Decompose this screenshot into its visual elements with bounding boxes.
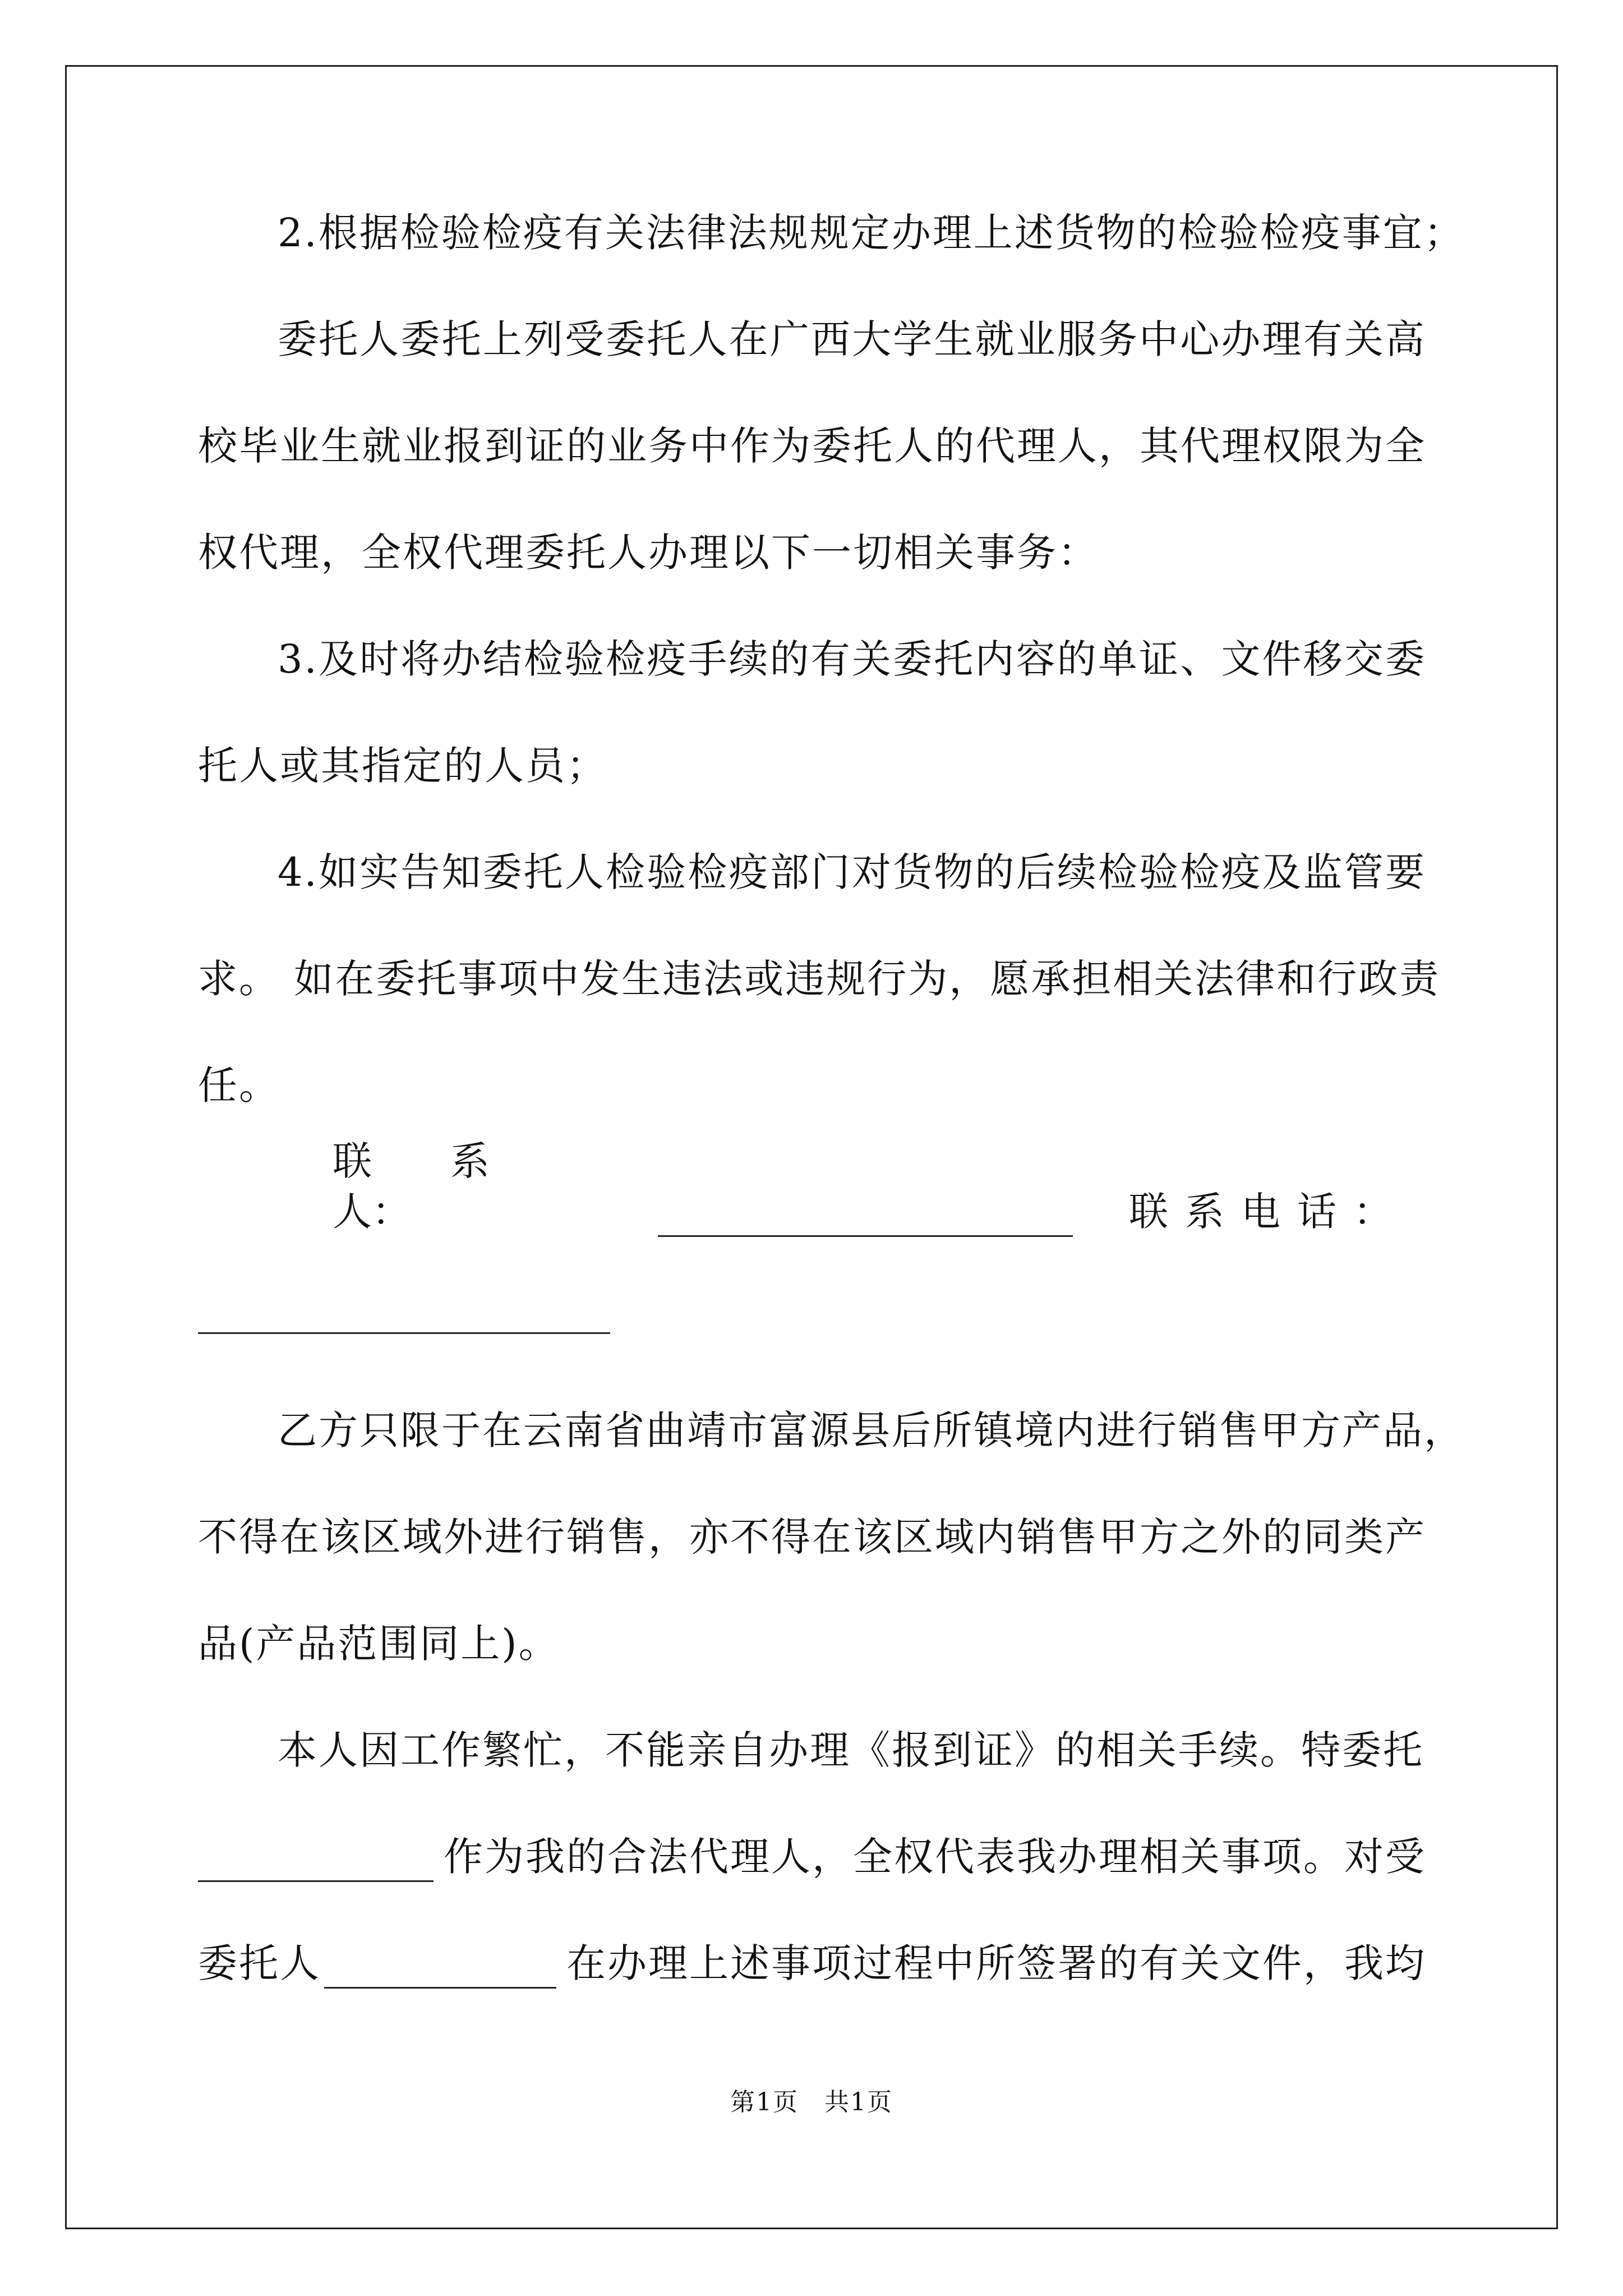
principal-suffix: 在办理上述事项过程中所签署的有关文件，我均 (566, 1940, 1426, 1986)
agent-line (198, 1832, 1426, 1882)
paragraph-line-11: 不得在该区域外进行销售，亦不得在该区域内销售甲方之外的同类产 (198, 1514, 1426, 1560)
paragraph-line-12: 品(产品范围同上)。 (198, 1621, 560, 1667)
contact-line (198, 1138, 1426, 1237)
principal-name-blank[interactable] (324, 1948, 556, 1989)
contact-person-label: 联 系 人： (333, 1138, 568, 1235)
paragraph-line-5: 3.及时将办结检验检疫手续的有关委托内容的单证、文件移交委 (278, 636, 1426, 682)
paragraph-line-6: 托人或其指定的人员； (198, 743, 607, 789)
agent-line-text: 作为我的合法代理人，全权代表我办理相关事项。对受 (444, 1834, 1426, 1880)
paragraph-line-3: 校毕业生就业报到证的业务中作为委托人的代理人，其代理权限为全 (198, 423, 1426, 469)
contact-phone-blank[interactable] (198, 1293, 610, 1334)
contact-person-blank[interactable] (658, 1196, 1073, 1237)
paragraph-line-10: 乙方只限于在云南省曲靖市富源县后所镇境内进行销售甲方产品， (278, 1407, 1465, 1453)
paragraph-line-2: 委托人委托上列受委托人在广西大学生就业服务中心办理有关高 (278, 316, 1426, 362)
paragraph-line-13: 本人因工作繁忙，不能亲自办理《报到证》的相关手续。特委托 (278, 1727, 1424, 1773)
paragraph-line-9: 任。 (198, 1062, 280, 1108)
agent-name-blank[interactable] (198, 1841, 434, 1882)
paragraph-line-1: 2.根据检验检疫有关法律法规规定办理上述货物的检验检疫事宜； (278, 210, 1465, 256)
paragraph-line-7: 4.如实告知委托人检验检疫部门对货物的后续检验检疫及监管要 (278, 849, 1426, 895)
principal-prefix: 委托人 (198, 1940, 321, 1986)
page-footer: 第1页 共1页 (730, 2088, 893, 2116)
contact-phone-label: 联系电话： (1129, 1189, 1409, 1235)
paragraph-line-8: 求。 如在委托事项中发生违法或违规行为，愿承担相关法律和行政责 (198, 956, 1441, 1002)
principal-line (198, 1938, 1426, 1989)
paragraph-line-4: 权代理，全权代理委托人办理以下一切相关事务： (198, 530, 1099, 576)
